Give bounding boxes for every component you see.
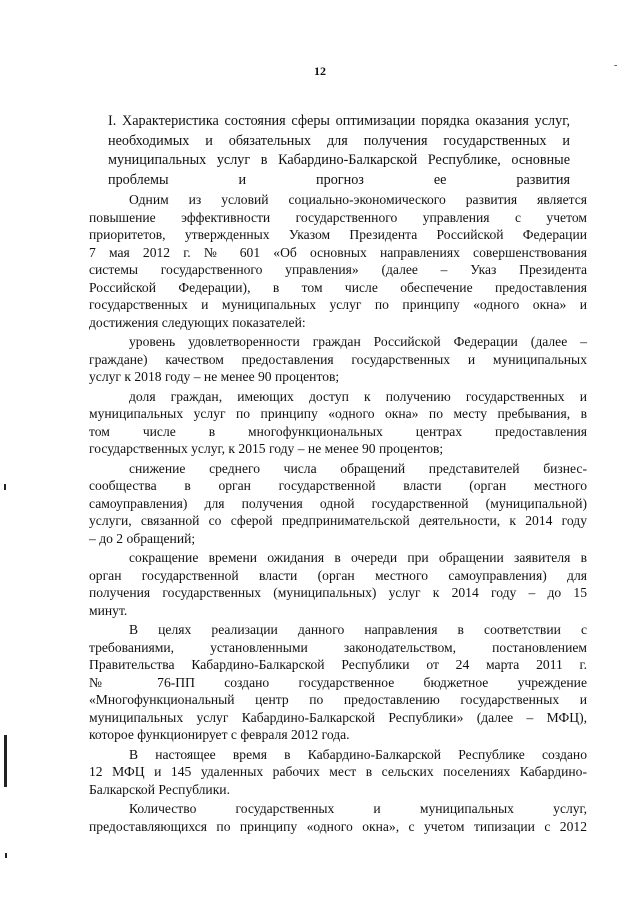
text-line: услуги, связанной со сферой предпринимательской деятельности, к 2014 году <box>89 513 587 528</box>
page-number: 12 <box>314 64 326 78</box>
text-line: Правительства Кабардино-Балкарской Республики от 24 марта 2011 г. <box>89 657 587 672</box>
text-line: системы государственного управления» (далее – Указ Президента <box>89 262 587 277</box>
paragraph <box>89 621 587 744</box>
text-line: 12 МФЦ и 145 удаленных рабочих мест в сельских поселениях Кабардино- <box>89 764 587 779</box>
text-line: Одним из условий социально-экономического развития является <box>129 192 587 207</box>
paragraph <box>89 746 587 799</box>
text-line: орган государственной власти (орган местного самоуправления) для <box>89 567 587 583</box>
heading-line: I. Характеристика состояния сферы оптимизации порядка оказания услуг, <box>108 113 570 129</box>
text-line: – до 2 обращений; <box>89 530 196 546</box>
text-line: муниципальных услуг по принципу «одного окна» по месту пребывания, в <box>89 406 587 421</box>
text-line: приоритетов, утвержденных Указом Президента Российской Федерации <box>89 227 587 242</box>
text-line: предоставляющихся по принципу «одного окна», с учетом типизации с 2012 <box>89 818 587 834</box>
heading-line: необходимых и обязательных для получения государственных и <box>108 132 570 149</box>
text-line: услуг к 2018 году – не менее 90 процентов; <box>89 369 340 384</box>
text-line: государственных и муниципальных услуг по принципу «одного окна» и <box>89 297 587 312</box>
scan-margin-mark <box>4 484 6 490</box>
text-line: том числе в многофункциональных центрах предоставления <box>89 423 587 439</box>
text-line: достижения следующих показателей: <box>89 314 306 330</box>
text-line: требованиями, установленными законодательством, постановлением <box>89 639 587 655</box>
text-line: В целях реализации данного направления в соответствии с <box>129 622 587 637</box>
scan-margin-mark <box>4 735 7 787</box>
text-line: Российской Федерации), в том числе обеспечение предоставления <box>89 279 587 295</box>
scan-margin-mark <box>5 853 7 858</box>
paragraph <box>89 388 587 458</box>
paragraph <box>89 191 587 331</box>
text-line: получения государственных (муниципальных) услуг к 2014 году – до 15 <box>89 585 587 600</box>
paragraph <box>89 800 587 835</box>
text-line: снижение среднего числа обращений представителей бизнес- <box>129 460 587 476</box>
heading-line: муниципальных услуг в Кабардино-Балкарской Республике, основные <box>108 152 570 168</box>
paragraph <box>89 460 587 548</box>
heading-line: проблемы и прогноз ее развития <box>108 171 570 188</box>
text-line: «Многофункциональный центр по предоставлению государственных и <box>89 692 587 707</box>
text-line: которое функционирует с февраля 2012 года. <box>89 727 350 742</box>
text-line: государственных услуг, к 2015 году – не менее 90 процентов; <box>89 441 444 456</box>
text-line: В настоящее время в Кабардино-Балкарской Республике создано <box>129 746 587 762</box>
text-line: самоуправления) для получения одной государственной (муниципальной) <box>89 495 587 511</box>
text-line: сообщества в орган государственной власти (орган местного <box>89 478 587 493</box>
text-line: муниципальных услуг Кабардино-Балкарской Республики» (далее – МФЦ), <box>89 709 587 725</box>
text-line: граждане) качеством предоставления государственных и муниципальных <box>89 351 587 367</box>
text-line: минут. <box>89 602 128 618</box>
text-line: 7 мая 2012 г. № 601 «Об основных направлениях совершенствования <box>89 244 587 260</box>
section-heading <box>108 112 570 190</box>
paragraph <box>89 549 587 619</box>
text-line: повышение эффективности государственного управления с учетом <box>89 209 587 225</box>
text-line: Количество государственных и муниципальных услуг, <box>129 801 587 816</box>
text-line: № 76-ПП создано государственное бюджетное учреждение <box>89 674 587 690</box>
text-line: сокращение времени ожидания в очереди при обращении заявителя в <box>129 550 587 565</box>
text-line: уровень удовлетворенности граждан Российской Федерации (далее – <box>129 334 587 349</box>
body-text <box>89 191 587 835</box>
text-line: Балкарской Республики. <box>89 781 230 797</box>
corner-mark: - <box>614 60 618 71</box>
text-line: доля граждан, имеющих доступ к получению государственных и <box>129 388 587 404</box>
paragraph <box>89 333 587 386</box>
